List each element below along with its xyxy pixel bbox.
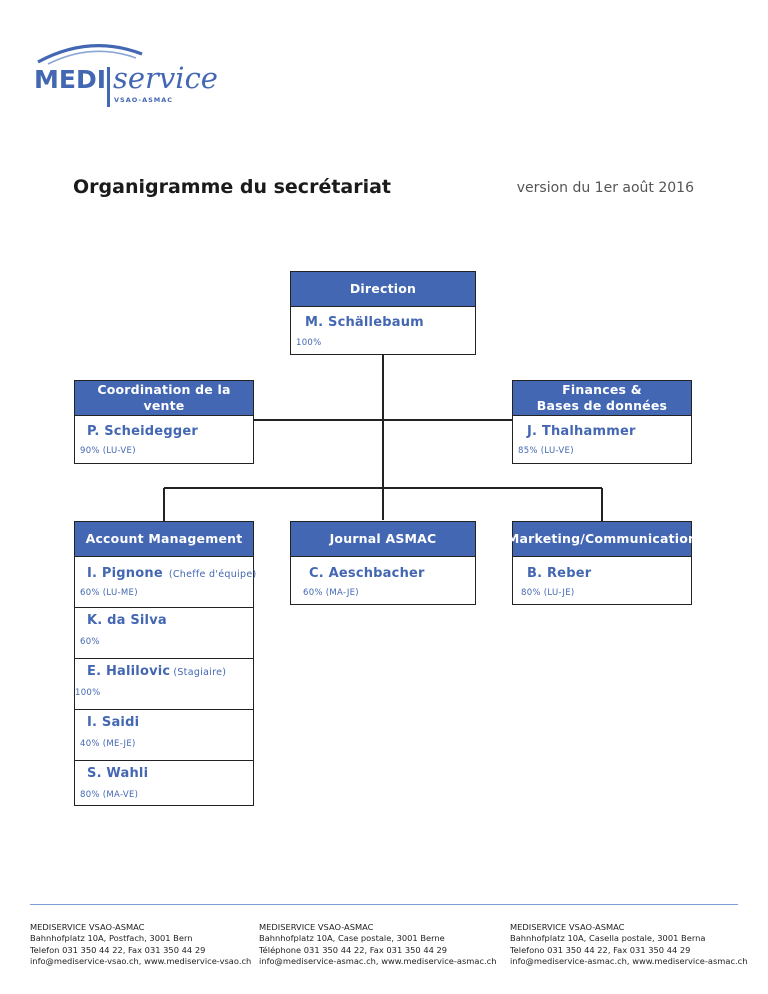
person-card [291,306,475,355]
logo-subtitle: VSAO-ASMAC [114,96,174,104]
person-role: (Cheffe d'équipe) [168,569,257,580]
person-workload: 60% [80,637,100,647]
unit-journal [290,521,476,605]
mediservice-logo [30,40,230,120]
person-card [513,556,691,605]
unit-finances-title [513,381,691,415]
person-name: M. Schällebaum [305,315,424,330]
version-label: version du 1er août 2016 [516,180,694,196]
logo-brand-right: service [113,61,218,95]
unit-coordination-title: Coordination de la vente [75,381,253,415]
person-card [75,760,253,810]
unit-coordination [74,380,254,464]
footer-web: info@mediservice-asmac.ch, www.mediservice-asmac.ch [259,955,497,966]
person-name: C. Aeschbacher [309,566,425,581]
footer-street: Bahnhofplatz 10A, Casella postale, 3001 Berna [510,933,706,944]
person-name: K. da Silva [87,613,167,628]
footer-web: info@mediservice-vsao.ch, www.mediservice-vsao.ch [30,955,252,966]
person-name: P. Scheidegger [87,424,198,439]
unit-direction-title: Direction [291,272,475,306]
person-workload: 80% (LU-JE) [521,588,575,598]
unit-journal-title: Journal ASMAC [291,522,475,556]
person-workload: 85% (LU-VE) [518,446,574,456]
person-workload: 100% [296,338,322,348]
unit-direction [290,271,476,355]
person-workload: 90% (LU-VE) [80,446,136,456]
unit-marketing-title: Marketing/Communication [513,522,691,556]
footer-street: Bahnhofplatz 10A, Postfach, 3001 Bern [30,933,193,944]
unit-finances-title-line1: Finances & [562,382,642,397]
person-name: I. Pignone (Cheffe d'équipe) [87,566,257,581]
person-workload: 60% (LU-ME) [80,588,138,598]
person-card [75,658,253,709]
person-name: J. Thalhammer [527,424,636,439]
person-workload: 40% (ME-JE) [80,739,136,749]
person-name: S. Wahli [87,766,149,781]
unit-marketing [506,521,698,605]
footer-web: info@mediservice-asmac.ch, www.mediservice-asmac.ch [510,955,748,966]
footer-address-de [30,922,251,967]
person-role: (Stagiaire) [173,667,227,678]
footer-phone: Telefon 031 350 44 22, Fax 031 350 44 29 [30,944,206,955]
person-workload: 80% (MA-VE) [80,790,139,800]
unit-account-management [74,521,257,806]
unit-finances-title-line2: Bases de données [536,398,668,413]
page-title: Organigramme du secrétariat [73,176,392,198]
footer-address-it [510,922,748,967]
person-name: I. Saidi [87,715,140,730]
person-card [75,415,253,464]
unit-finances [512,380,692,464]
footer-divider [30,904,738,905]
footer-company: MEDISERVICE VSAO-ASMAC [30,922,145,932]
person-name: B. Reber [527,566,592,581]
person-card [75,607,253,658]
footer-company: MEDISERVICE VSAO-ASMAC [259,922,374,932]
person-card [75,709,253,760]
footer-street: Bahnhofplatz 10A, Case postale, 3001 Berne [259,933,445,944]
footer-phone: Telefono 031 350 44 22, Fax 031 350 44 29 [510,944,691,955]
footer-phone: Téléphone 031 350 44 22, Fax 031 350 44 29 [259,944,448,955]
person-workload: 60% (MA-JE) [303,588,359,598]
unit-account-management-title: Account Management [75,522,253,556]
person-card [75,556,257,607]
logo-brand-left: MEDI [34,65,107,94]
footer-address-fr [259,922,497,967]
footer-company: MEDISERVICE VSAO-ASMAC [510,922,625,932]
person-card [513,415,691,464]
person-workload: 100% [75,688,101,698]
person-card [291,556,475,605]
person-name: E. Halilovic (Stagiaire) [87,664,227,679]
